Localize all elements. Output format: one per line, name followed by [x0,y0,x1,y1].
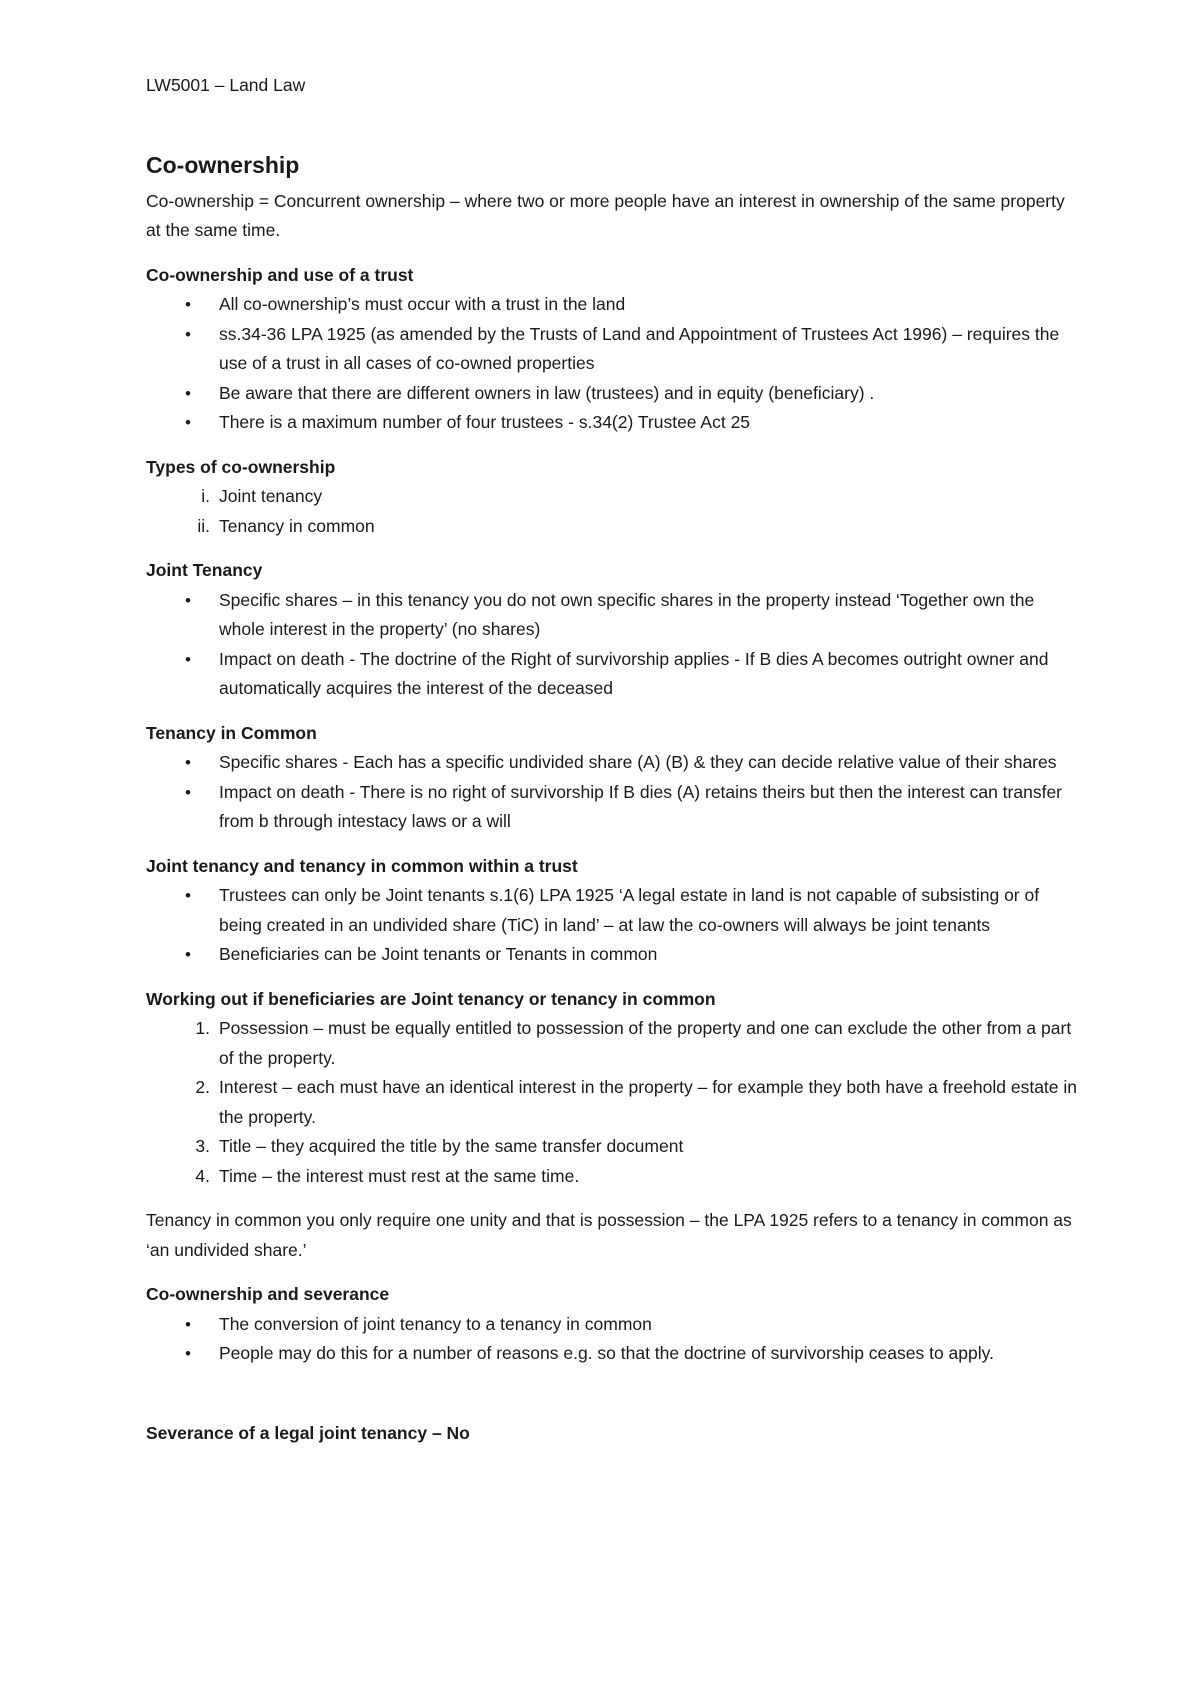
list-item: 4. Time – the interest must rest at the same time. [146,1162,1080,1192]
list-item: 3. Title – they acquired the title by the same transfer document [146,1132,1080,1162]
bullet-icon: • [185,945,191,964]
bullet-icon: • [185,886,191,905]
list-item: • People may do this for a number of reasons e.g. so that the doctrine of survivorship ceases to apply. [146,1339,1080,1369]
list-item: • Beneficiaries can be Joint tenants or Tenants in common [146,940,1080,970]
page-title: Co-ownership [146,151,300,178]
tenancy-in-common-list [146,748,1080,837]
unities-list [146,1014,1080,1191]
section-heading-working-out: Working out if beneficiaries are Joint tenancy or tenancy in common [146,988,716,1009]
bullet-icon: • [185,383,191,403]
list-item: • Specific shares - Each has a specific undivided share (A) (B) & they can decide relative value of their shares [146,748,1080,778]
bullet-icon: • [185,590,191,610]
list-item: • The conversion of joint tenancy to a tenancy in common [146,1310,1080,1340]
bullet-icon: • [185,782,191,802]
list-item: 2. Interest – each must have an identical interest in the property – for example they both have a freehold estate in the property. [146,1073,1080,1132]
types-list [146,482,1080,541]
section-heading-types: Types of co-ownership [146,456,336,477]
bullet-icon: • [185,753,191,772]
list-item: • Trustees can only be Joint tenants s.1(6) LPA 1925 ‘A legal estate in land is not capable of subsisting or of being created in an undivided share (TiC) in land’ – at law the co-owners will always be joint tenants [146,881,1080,940]
list-item: • Impact on death - The doctrine of the Right of survivorship applies - If B dies A becomes outright owner and automatically acquires the interest of the deceased [146,645,1080,704]
list-item: i. Joint tenancy [146,482,1080,512]
running-header: LW5001 – Land Law [146,75,306,95]
section-heading-within-trust: Joint tenancy and tenancy in common within a trust [146,855,578,876]
list-marker: 3. [195,1136,210,1156]
list-item: • Be aware that there are different owners in law (trustees) and in equity (beneficiary) . [146,379,1080,409]
section-heading-tenancy-in-common: Tenancy in Common [146,722,317,743]
bullet-icon: • [185,1314,191,1334]
bullet-icon: • [185,413,191,432]
section-heading-joint-tenancy: Joint Tenancy [146,560,263,580]
list-marker: ii. [197,515,210,536]
list-marker: 1. [195,1018,210,1038]
list-item: • Specific shares – in this tenancy you do not own specific shares in the property instead ‘Together own the whole interest in the property’ (no shares) [146,586,1080,645]
unity-note-paragraph: Tenancy in common you only require one unity and that is possession – the LPA 1925 refers to a tenancy in common as ‘an undivided share.’ [146,1210,1072,1260]
joint-tenancy-list [146,586,1080,704]
severance-list [146,1310,1080,1369]
list-marker: 2. [195,1077,210,1097]
list-item: • There is a maximum number of four trustees - s.34(2) Trustee Act 25 [146,408,1080,438]
trust-list [146,290,1080,438]
list-item: • Impact on death - There is no right of survivorship If B dies (A) retains theirs but then the interest can transfer from b through intestacy laws or a will [146,778,1080,837]
section-heading-legal-severance: Severance of a legal joint tenancy – No [146,1422,470,1443]
list-item: • ss.34-36 LPA 1925 (as amended by the Trusts of Land and Appointment of Trustees Act 1996) – requires the use of a trust in all cases of co-owned properties [146,320,1080,379]
bullet-icon: • [185,324,191,344]
list-marker: 4. [195,1165,210,1186]
within-trust-list [146,881,1080,970]
bullet-icon: • [185,649,191,669]
list-item: ii. Tenancy in common [146,512,1080,542]
bullet-icon: • [185,295,191,314]
list-item: • All co-ownership’s must occur with a trust in the land [146,290,1080,320]
section-heading-trust: Co-ownership and use of a trust [146,264,414,285]
bullet-icon: • [185,1344,191,1363]
list-item: 1. Possession – must be equally entitled to possession of the property and one can exclude the other from a part of the property. [146,1014,1080,1073]
list-marker: i. [201,486,210,506]
section-heading-severance: Co-ownership and severance [146,1284,390,1304]
intro-paragraph: Co-ownership = Concurrent ownership – where two or more people have an interest in ownership of the same property at the same time. [146,190,1065,240]
